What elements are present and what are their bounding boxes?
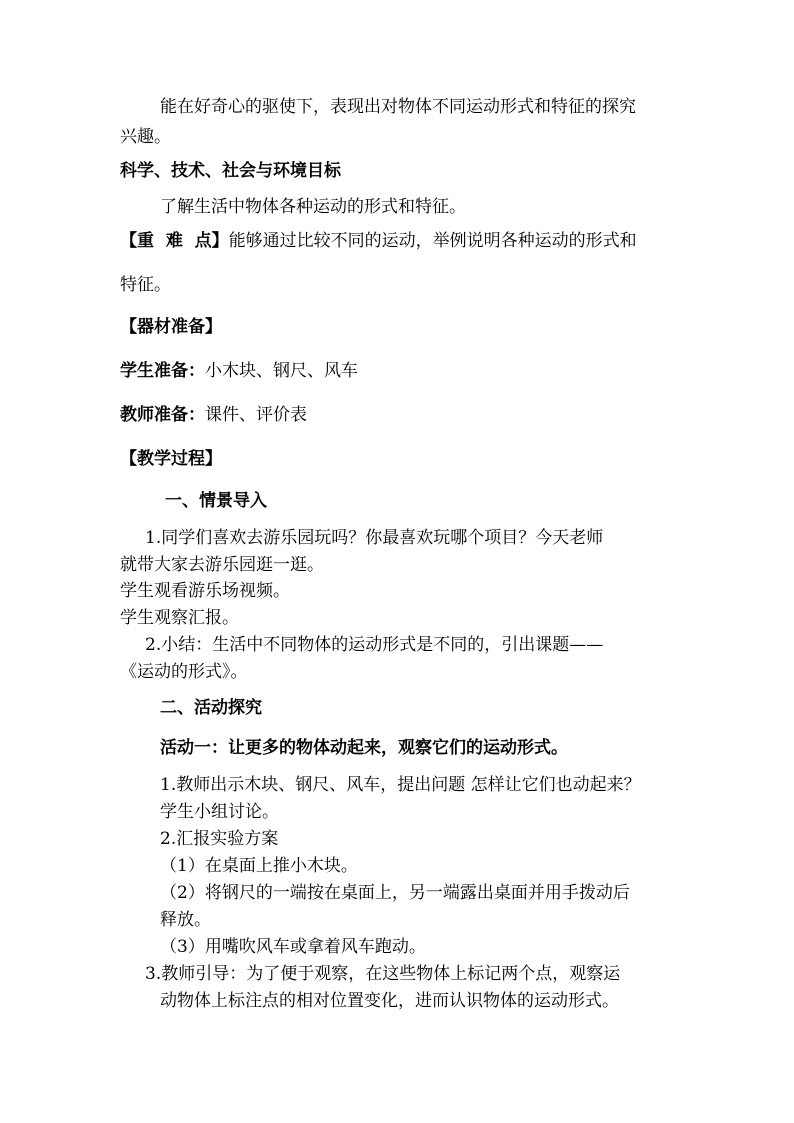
paragraph-line: 2.小结：生活中不同物体的运动形式是不同的，引出课题—— (145, 635, 604, 655)
student-prep-line (120, 360, 358, 382)
paragraph-line: （2）将钢尺的一端按在桌面上，另一端露出桌面并用手拨动后 (160, 883, 630, 903)
paragraph-line: 动物体上标注点的相对位置变化，进而认识物体的运动形式。 (160, 991, 619, 1011)
paragraph-line: 2.汇报实验方案 (160, 829, 279, 849)
materials-heading: 【器材准备】 (120, 317, 222, 337)
process-heading: 【教学过程】 (120, 449, 222, 469)
paragraph-line: 《运动的形式》。 (120, 662, 248, 682)
paragraph-line: 学生观看游乐场视频。 (120, 581, 290, 601)
student-prep-label: 学生准备： (120, 361, 205, 381)
paragraph-line: （1）在桌面上推小木块。 (160, 856, 358, 876)
teacher-prep-text: 课件、评价表 (205, 405, 307, 425)
sts-text: 了解生活中物体各种运动的形式和特征。 (160, 197, 466, 217)
section-heading-1: 一、情景导入 (165, 491, 267, 511)
key-points-label: 【重 难 点】 (120, 231, 229, 251)
paragraph-line: 学生观察汇报。 (120, 608, 239, 628)
section-heading-2: 二、活动探究 (160, 698, 262, 718)
student-prep-text: 小木块、钢尺、风车 (205, 361, 358, 381)
paragraph-line: 3.教师引导：为了便于观察，在这些物体上标记两个点，观察运 (145, 964, 621, 984)
paragraph-line: 兴趣。 (120, 127, 171, 147)
activity-heading: 活动一：让更多的物体动起来，观察它们的运动形式。 (160, 738, 568, 758)
paragraph-line: 能在好奇心的驱使下，表现出对物体不同运动形式和特征的探究 (160, 97, 636, 117)
teacher-prep-label: 教师准备： (120, 405, 205, 425)
paragraph-line: 学生小组讨论。 (160, 802, 279, 822)
sts-heading: 科学、技术、社会与环境目标 (120, 161, 341, 181)
paragraph-line: 1.同学们喜欢去游乐园玩吗？你最喜欢玩哪个项目？今天老师 (145, 528, 604, 548)
key-points-line (120, 230, 637, 252)
key-points-text: 能够通过比较不同的运动，举例说明各种运动的形式和 (228, 231, 637, 251)
key-points-text-cont: 特征。 (120, 275, 171, 295)
paragraph-line: 释放。 (160, 910, 211, 930)
paragraph-line: 1.教师出示木块、钢尺、风车，提出问题 怎样让它们也动起来？ (160, 775, 641, 795)
paragraph-line: 就带大家去游乐园逛一逛。 (120, 555, 324, 575)
teacher-prep-line (120, 404, 307, 426)
paragraph-line: （3）用嘴吹风车或拿着风车跑动。 (160, 937, 426, 957)
